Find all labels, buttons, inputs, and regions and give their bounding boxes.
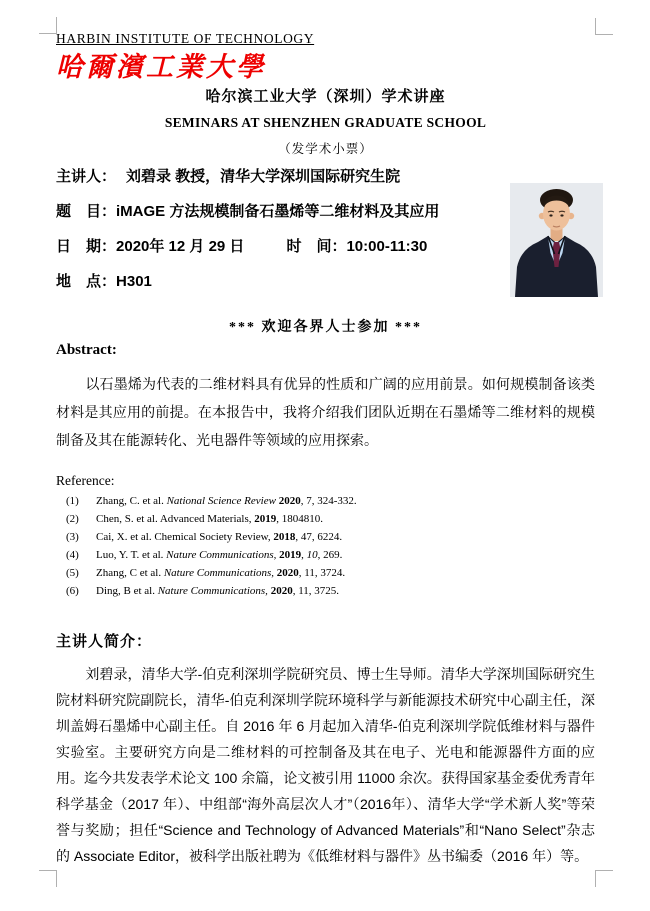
- venue-value: H301: [116, 273, 152, 290]
- reference-citation: Ding, B et al. Nature Communications, 2020, 11, 3725.: [96, 585, 340, 597]
- seminar-title-en: SEMINARS AT SHENZHEN GRADUATE SCHOOL: [164, 115, 487, 130]
- reference-item: [66, 528, 595, 546]
- reference-number: (6): [66, 585, 79, 597]
- reference-number: (4): [66, 549, 79, 561]
- reference-item: [66, 510, 595, 528]
- welcome-line: *** 欢迎各界人士参加 ***: [229, 320, 422, 335]
- reference-list: [56, 492, 595, 600]
- date-value: 2020年 12 月 29 日: [116, 238, 245, 255]
- bio-text: 刘碧录，清华大学-伯克利深圳学院研究员、博士生导师。清华大学深圳国际研究生院材料研究院副院长，清华-伯克利深圳学院环境科学与新能源技术研究中心副主任，深圳盖姆石墨烯中心副主任。自 2016 年 6 月起加入清华-伯克利深圳学院低维材料与器件实验室。主要研究方向是二维材料的可控制备及其在电子、光电和能源器件方面的应用。迄今共发表学术论文 100 余篇，论文被引用 11000 余次。获得国家基金委优秀青年科学基金（2017 年）、中组部“海外高层次人才”（2016年）、清华大学“学术新人奖”等荣誉与奖励；担任“Science and Technology of Advanced Materials”和“Nano Select”杂志的 Associate Editor，被科学出版社聘为《低维材料与器件》丛书编委（2016 年）等。: [56, 666, 595, 864]
- reference-citation: Cai, X. et al. Chemical Society Review, 2018, 47, 6224.: [96, 531, 343, 543]
- abstract-heading: Abstract:: [56, 342, 117, 358]
- crop-mark-top-right: [595, 18, 613, 35]
- reference-heading: Reference:: [56, 473, 115, 488]
- university-name-en: HARBIN INSTITUTE OF TECHNOLOGY: [56, 31, 315, 46]
- date-label: 日 期：: [56, 238, 117, 255]
- venue-label: 地 点：: [56, 273, 117, 290]
- reference-citation: Zhang, C et al. Nature Communications, 2020, 11, 3724.: [96, 567, 346, 579]
- speaker-label: 主讲人：: [56, 168, 117, 185]
- crop-mark-bottom-left: [39, 870, 57, 887]
- speaker-row: [56, 168, 595, 185]
- reference-number: (1): [66, 495, 79, 507]
- venue-row: [56, 273, 595, 290]
- bio-heading: 主讲人简介：: [56, 633, 153, 650]
- reference-item: [66, 564, 595, 582]
- crop-mark-bottom-right: [595, 870, 613, 887]
- reference-item: [66, 492, 595, 510]
- ticket-note: （发学术小票）: [278, 142, 373, 156]
- datetime-row: [56, 238, 595, 255]
- university-calligraphy-logo: 哈爾濱工業大學: [56, 52, 266, 83]
- topic-row: [56, 203, 595, 220]
- seminar-title-zh: 哈尔滨工业大学（深圳）学术讲座: [205, 88, 446, 105]
- abstract-text: 以石墨烯为代表的二维材料具有优异的性质和广阔的应用前景。如何规模制备该类材料是其应用的前提。在本报告中，我将介绍我们团队近期在石墨烯等二维材料的规模制备及其在能源转化、光电器件等领域的应用探索。: [56, 376, 595, 448]
- topic-value: iMAGE 方法规模制备石墨烯等二维材料及其应用: [116, 203, 440, 220]
- reference-citation: Zhang, C. et al. National Science Review 2020, 7, 324-332.: [96, 495, 357, 507]
- seminar-info-block: [56, 168, 595, 290]
- reference-item: [66, 546, 595, 564]
- reference-citation: Chen, S. et al. Advanced Materials, 2019, 1804810.: [96, 513, 323, 525]
- reference-number: (5): [66, 567, 79, 579]
- reference-citation: Luo, Y. T. et al. Nature Communications, 2019, 10, 269.: [96, 549, 343, 561]
- time-value: 10:00-11:30: [346, 238, 428, 255]
- document-content: [56, 0, 595, 869]
- reference-number: (2): [66, 513, 79, 525]
- time-label: 时 间：: [286, 238, 347, 255]
- topic-label: 题 目：: [56, 203, 117, 220]
- crop-mark-top-left: [39, 17, 57, 34]
- reference-number: (3): [66, 531, 79, 543]
- reference-item: [66, 582, 595, 600]
- speaker-value: 刘碧录 教授，清华大学深圳国际研究生院: [126, 168, 401, 185]
